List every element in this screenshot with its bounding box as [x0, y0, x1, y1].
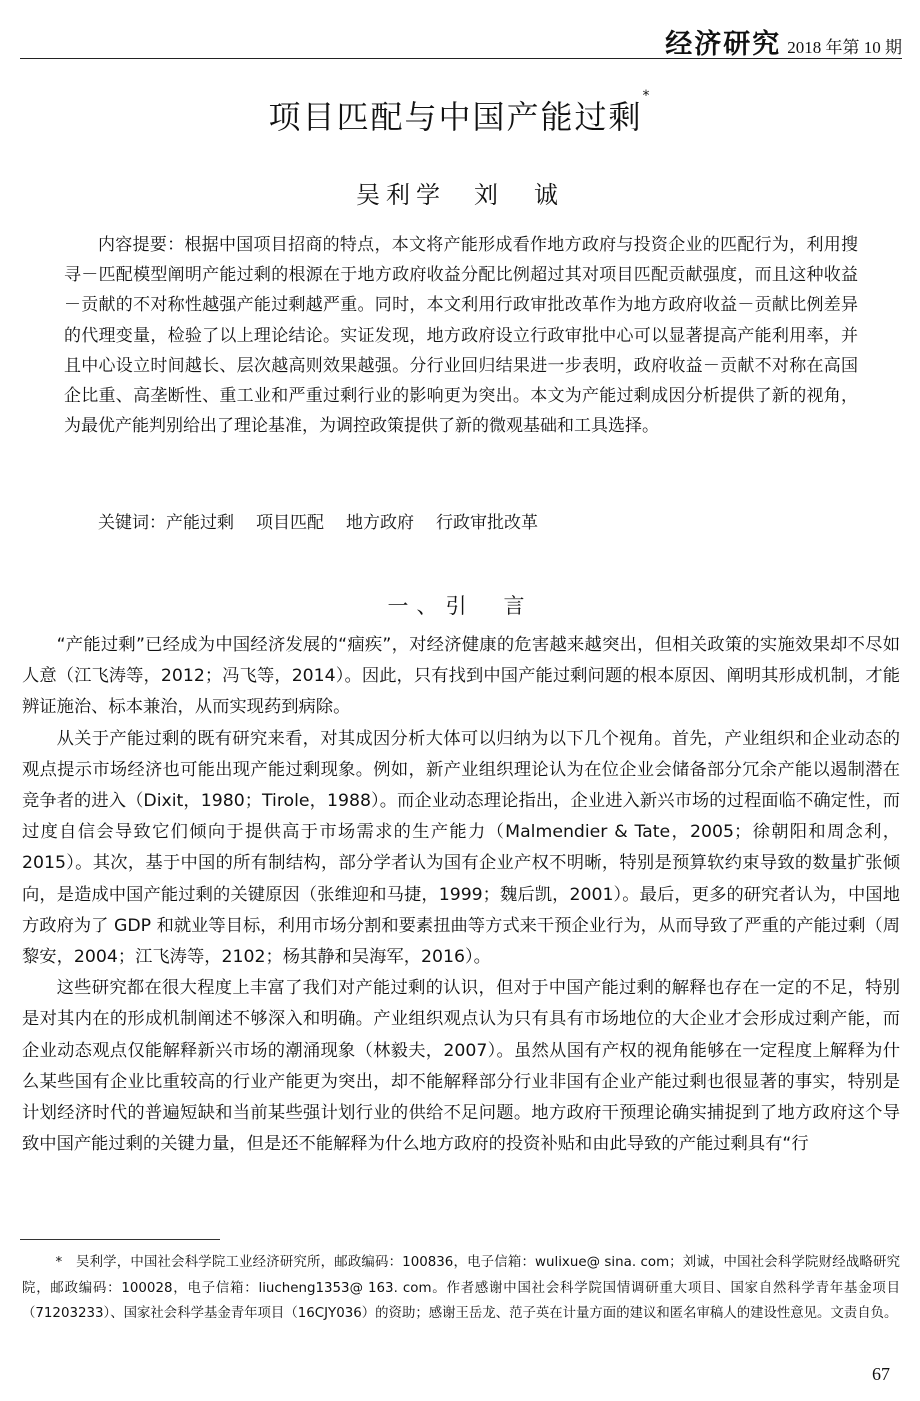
keywords: [64, 508, 858, 533]
section-heading: 一、引 言: [387, 594, 533, 618]
header-rule: [20, 58, 902, 59]
abstract: 内容提要：根据中国项目招商的特点，本文将产能形成看作地方政府与投资企业的匹配行为，利用搜寻－匹配模型阐明产能过剩的根源在于地方政府收益分配比例超过其对项目匹配贡献强度，而且这种收益－贡献的不对称性越强产能过剩越严重。同时，本文利用行政审批改革作为地方政府收益－贡献比例差异的代理变量，检验了以上理论结论。实证发现，地方政府设立行政审批中心可以显著提高产能利用率，并且中心设立时间越长、层次越高则效果越强。分行业回归结果进一步表明，政府收益－贡献不对称在高国企比重、高垄断性、重工业和严重过剩行业的影响更为突出。本文为产能过剩成因分析提供了新的视角，为最优产能判别给出了理论基准，为调控政策提供了新的微观基础和工具选择。: [64, 235, 858, 437]
paragraph: 这些研究都在很大程度上丰富了我们对产能过剩的认识，但对于中国产能过剩的解释也存在一定的不足，特别是对其内在的形成机制阐述不够深入和明确。产业组织观点认为只有具有市场地位的大企业才会形成过剩产能，而企业动态观点仅能解释新兴市场的潮涌现象（林毅夫，2007）。虽然从国有产权的视角能够在一定程度上解释为什么某些国有企业比重较高的行业产能更为突出，却不能解释部分行业非国有企业产能过剩也很显著的事实，特别是计划经济时代的普遍短缺和当前某些强计划行业的供给不足问题。地方政府干预理论确实捕捉到了地方政府这个导致中国产能过剩的关键力量，但是还不能解释为什么地方政府的投资补贴和由此导致的产能过剩具有“行: [22, 978, 900, 1155]
keyword: 产能过剩: [166, 513, 234, 533]
paragraph: 从关于产能过剩的既有研究来看，对其成因分析大体可以归纳为以下几个视角。首先，产业组织和企业动态的观点提示市场经济也可能出现产能过剩现象。例如，新产业组织理论认为在位企业会储备部分冗余产能以遏制潜在竞争者的进入（Dixit，1980；Tirole，1988）。而企业动态理论指出，企业进入新兴市场的过程面临不确定性，而过度自信会导致它们倾向于提供高于市场需求的生产能力（Malmendier & Tate，2005；徐朝阳和周念利，2015）。其次，基于中国的所有制结构，部分学者认为国有企业产权不明晰，特别是预算软约束导致的数量扩张倾向，是造成中国产能过剩的关键原因（张维迎和马捷，1999；魏后凯，2001）。最后，更多的研究者认为，中国地方政府为了 GDP 和就业等目标，利用市场分割和要素扭曲等方式来干预企业行为，从而导致了严重的产能过剩（周黎安，2004；江飞涛等，2102；杨其静和吴海军，2016）。: [22, 728, 900, 968]
keyword: 项目匹配: [256, 513, 324, 533]
body-text: [22, 630, 900, 1160]
author-name: 吴利学: [356, 181, 446, 209]
paragraph: “产能过剩”已经成为中国经济发展的“痼疾”，对经济健康的危害越来越突出，但相关政策的实施效果却不尽如人意（江飞涛等，2012；冯飞等，2014）。因此，只有找到中国产能过剩问题的根本原因、阐明其形成机制，才能辨证施治、标本兼治，从而实现药到病除。: [22, 635, 900, 718]
footnote: * 吴利学，中国社会科学院工业经济研究所，邮政编码：100836，电子信箱：wulixue@ sina. com；刘诚，中国社会科学院财经战略研究院，邮政编码：100028，电子信箱：liucheng1353@ 163. com。作者感谢中国社会科学院国情调研重大项目、国家自然科学青年基金项目（71203233）、国家社会科学基金青年项目（16CJY036）的资助；感谢王岳龙、范子英在计量方面的建议和匿名审稿人的建设性意见。文责自负。: [22, 1255, 900, 1321]
keyword: 地方政府: [346, 513, 414, 533]
page-number: 67: [872, 1364, 890, 1384]
author-line: [0, 175, 920, 210]
issue-label: 2018 年第 10 期: [787, 38, 902, 57]
keyword: 行政审批改革: [436, 513, 538, 533]
keywords-label: 关键词：: [98, 513, 166, 533]
footnote-rule: [20, 1239, 220, 1240]
title-text: 项目匹配与中国产能过剩: [268, 98, 643, 136]
paper-title: [0, 88, 920, 138]
journal-name: 经济研究: [665, 29, 782, 60]
author-name: 刘 诚: [474, 181, 564, 209]
title-footnote-mark: *: [642, 88, 652, 104]
running-header: [665, 22, 902, 61]
